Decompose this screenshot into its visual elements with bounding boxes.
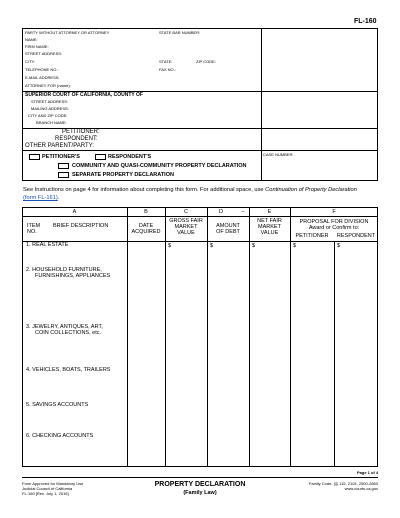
court-street-label[interactable]: STREET ADDRESS:	[31, 99, 69, 104]
zip-label[interactable]: ZIP CODE:	[196, 59, 216, 64]
dollar-respondent: $	[337, 243, 341, 249]
page-number: Page 1 of 4	[357, 470, 379, 475]
petitioners-checkbox[interactable]	[29, 154, 40, 160]
header-brief: BRIEF DESCRIPTION	[53, 223, 109, 229]
header-gross-line3: VALUE	[177, 230, 195, 237]
row-jewelry-line2: COIN COLLECTIONS, etc.	[35, 330, 102, 337]
header-proposal-line2: Award or Confirm to:	[308, 225, 360, 232]
attorney-for-label[interactable]: ATTORNEY FOR (name):	[25, 83, 71, 88]
header-divider	[22, 241, 378, 242]
col-letter-a: A	[72, 209, 77, 215]
header-date-line2: ACQUIRED	[131, 229, 161, 236]
dollar-petitioner: $	[293, 243, 297, 249]
courts-website[interactable]: www.courts.ca.gov	[344, 486, 378, 492]
instructions-italic: Continuation of Property Declaration	[265, 187, 357, 193]
email-label[interactable]: E-MAIL ADDRESS:	[25, 75, 60, 80]
approval-line2: Judicial Council of California	[22, 486, 73, 492]
case-number-label: CASE NUMBER:	[263, 152, 294, 157]
case-number-field[interactable]	[263, 160, 375, 178]
header-debt-line1: AMOUNT	[216, 223, 240, 229]
row-vehicles: 4. VEHICLES, BOATS, TRAILERS	[26, 367, 111, 373]
petitioner-label[interactable]: PETITIONER:	[62, 129, 100, 135]
city-label[interactable]: CITY:	[25, 59, 36, 64]
header-net-line3: VALUE	[260, 230, 279, 237]
instructions	[23, 187, 379, 202]
court-branch-label[interactable]: BRANCH NAME:	[36, 120, 67, 125]
name-label[interactable]: NAME:	[25, 37, 38, 42]
separate-label: SEPARATE PROPERTY DECLARATION	[72, 172, 174, 178]
state-label[interactable]: STATE:	[159, 59, 173, 64]
row-household-line2: FURNISHINGS, APPLIANCES	[35, 273, 111, 280]
bar-number-label: STATE BAR NUMBER:	[159, 30, 201, 35]
court-mailing-label[interactable]: MAILING ADDRESS:	[31, 106, 69, 111]
form-id: FL-160	[354, 18, 377, 25]
approval-line1: Form Approved for Mandatory Use	[22, 481, 84, 486]
community-checkbox[interactable]	[58, 163, 69, 169]
other-party-label[interactable]: OTHER PARENT/PARTY:	[25, 143, 95, 149]
header-item	[27, 223, 40, 235]
firm-label[interactable]: FIRM NAME:	[25, 44, 49, 49]
dollar-net: $	[252, 243, 256, 249]
letter-row-divider	[22, 216, 378, 217]
col-letter-f: F	[332, 209, 336, 215]
header-proposal-line1: PROPOSAL FOR DIVISION	[299, 219, 369, 225]
respondent-label[interactable]: RESPONDENT:	[55, 136, 98, 142]
header-date	[127, 223, 165, 235]
court-city-label[interactable]: CITY AND ZIP CODE:	[28, 113, 68, 118]
street-label[interactable]: STREET ADDRESS:	[25, 51, 63, 56]
row-checking: 6. CHECKING ACCOUNTS	[26, 433, 94, 439]
col-divider-c	[165, 207, 166, 467]
separate-checkbox[interactable]	[58, 172, 69, 178]
col-letter-b: B	[144, 209, 148, 215]
header-net-line2: MARKET	[258, 224, 281, 231]
header-item-line1: ITEM	[27, 223, 41, 229]
header-respondent: RESPONDENT	[336, 233, 376, 239]
community-label: COMMUNITY AND QUASI-COMMUNITY PROPERTY DECLARATION	[72, 163, 247, 169]
fax-label[interactable]: FAX NO.:	[159, 67, 176, 72]
col-letter-d: D	[219, 209, 223, 215]
instructions-text: See Instructions on page 4 for information about completing this form. For additional space, use	[23, 187, 266, 193]
header-net-line1: NET FAIR	[257, 218, 282, 224]
property-table	[22, 207, 378, 467]
header-net	[249, 218, 290, 236]
header-gross-line2: MARKET	[174, 224, 198, 231]
header-item-line2: NO.	[27, 229, 37, 236]
col-letter-minus: –	[241, 209, 245, 215]
phone-label[interactable]: TELEPHONE NO.:	[25, 67, 59, 72]
dollar-debt: $	[210, 243, 214, 249]
instructions-end: .	[57, 194, 60, 201]
header-proposal	[290, 219, 378, 231]
header-gross	[165, 218, 207, 236]
footer-code	[309, 481, 378, 491]
dollar-gross: $	[168, 243, 172, 249]
header-petitioner: PETITIONER	[295, 233, 329, 239]
header-gross-line1: GROSS FAIR	[169, 218, 203, 224]
row-household-line1: 2. HOUSEHOLD FURNITURE,	[26, 267, 102, 273]
footer-subtitle: (Family Law)	[183, 490, 217, 496]
col-divider-f2	[334, 241, 335, 467]
header-debt-line2: OF DEBT	[216, 229, 240, 236]
family-code: Family Code, §§ 115, 2104, 2500-2660	[308, 481, 378, 486]
row-real-estate: 1. REAL ESTATE	[26, 242, 69, 248]
party-label: PARTY WITHOUT ATTORNEY OR ATTORNEY	[25, 30, 110, 35]
header-date-line1: DATE	[138, 223, 154, 229]
respondents-label: RESPONDENT'S	[108, 154, 152, 160]
row-household	[26, 267, 110, 279]
court-title: SUPERIOR COURT OF CALIFORNIA, COUNTY OF	[25, 92, 143, 98]
col-divider-f	[290, 207, 291, 467]
col-divider-d	[207, 207, 208, 467]
footer-title: PROPERTY DECLARATION	[154, 481, 246, 488]
row-jewelry-line1: 3. JEWELRY, ANTIQUES, ART,	[26, 324, 103, 330]
respondents-checkbox[interactable]	[95, 154, 106, 160]
court-right-box	[261, 91, 378, 129]
col-divider-b	[127, 207, 128, 467]
col-letter-c: C	[184, 209, 188, 215]
court-use-box	[261, 28, 378, 92]
col-divider-e	[249, 207, 250, 467]
col-letter-e: E	[267, 209, 272, 215]
parties-right-box	[261, 128, 378, 151]
header-debt	[207, 223, 249, 235]
form-approval	[22, 481, 83, 497]
row-savings: 5. SAVINGS ACCOUNTS	[26, 402, 89, 408]
petitioners-label: PETITIONER'S	[42, 154, 80, 160]
row-jewelry	[26, 324, 103, 336]
approval-line3: FL-160 [Rev. July 1, 2016]	[22, 491, 69, 497]
form-fl161-link[interactable]: (form FL-161)	[23, 194, 58, 201]
footer-rule	[22, 477, 378, 478]
